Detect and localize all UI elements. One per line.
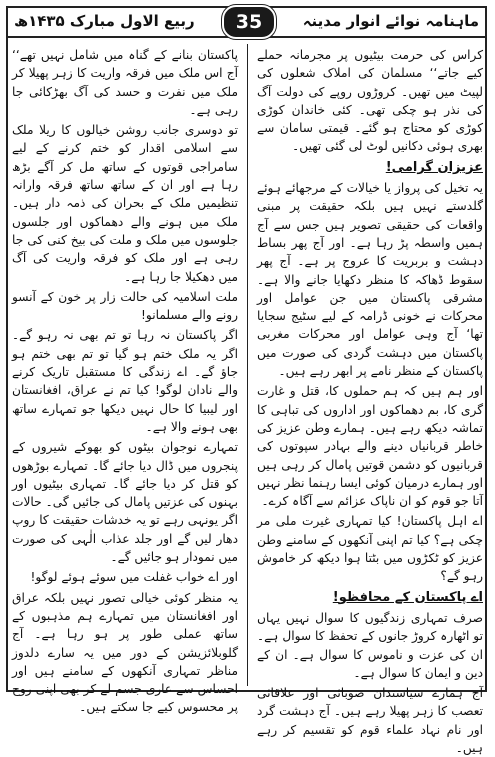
right-column bbox=[257, 46, 483, 755]
paragraph: اور اے خواب غفلت میں سوئے ہوئے لوگو! bbox=[30, 570, 238, 585]
paragraph: یہ تخیل کی پرواز یا خیالات کے مرجھائے ہوئے گلدستے نہیں ہیں بلکہ حقیقت پر مبنی واقعات کی حقیقی تصویر ہیں جس سے آج ہمیں واسطہ پڑ رہا ہے۔ اور آج پھر بساط دہشت و بربریت کا عروج پر ہے۔ آج پھر سقوط ڈھاکہ کا منظر دکھایا جانے والا ہے۔ مشرقی پاکستان میں جن عوامل اور محرکات نے خونی ڈرامہ کے لیے سٹیج سجایا تھا‘ آج وہی عوامل اور محرکات مغربی پاکستان میں دہشت گردی کی صورت میں پاکستان کے منظر نامے پر ابھر رہے ہیں۔ bbox=[257, 181, 483, 379]
paragraph: پاکستان بنانے کے گناہ میں شامل نہیں تھے‘‘ آج اس ملک میں فرقہ واریت کا زہر پھیلا کر ملک میں نفرت و حسد کی آگ بھڑکائی جا رہی ہے۔ bbox=[12, 48, 238, 117]
section-heading: عزیزان گرامی! bbox=[385, 159, 483, 175]
paragraph: ملت اسلامیہ کی حالت زار پر خون کے آنسو رونے والے مسلمانو! bbox=[12, 289, 238, 323]
left-column bbox=[12, 46, 238, 715]
paragraph: اور ہم ہیں کہ ہم حملوں کا، قتل و غارت گری کا، بم دھماکوں اور اداروں کی تباہی کا تماشہ دیکھ رہے ہیں۔ ہمارے وطن عزیز کی خاطر قربانیاں دینے والے بہادر سپوتوں کی قربانیوں کو دشمن قوتیں پامال کر رہی ہیں اور ہمارے درمیان کوئی ایسا رہنما نظر نہیں آتا جو قوم کو ان ناپاک عزائم سے آگاہ کرے۔ bbox=[257, 384, 483, 509]
paragraph: تمہارے نوجوان بیٹوں کو بھوکے شیروں کے پنجروں میں ڈال دیا جائے گا۔ تمہارے بوڑھوں کو قتل کر دیا جائے گا۔ تمہاری بیٹیوں اور بہنوں کی عزتیں پامال کی جائیں گی۔ حالات اگر یونہی رہے تو یہ خدشات حقیقت کا روپ دھار لیں گے اور جلد عذاب الٰہی کی صورت میں نمودار ہو جائیں گے۔ bbox=[12, 440, 238, 565]
paragraph: اے اہل پاکستان! کیا تمہاری غیرت ملی مر چکی ہے؟ کیا تم اپنی آنکھوں کے سامنے وطن عزیز کو ٹکڑوں میں بٹتا ہوا دیکھ کر خاموش رہو گے؟ bbox=[257, 514, 483, 584]
paragraph: اگر پاکستان نہ رہا تو تم بھی نہ رہو گے۔ اگر یہ ملک ختم ہو گیا تو تم بھی ختم ہو جاؤ گے۔ اے زندگی کا مستقبل تاریک کرنے والے نادان لوگو! کیا تم نے عراق، افغانستان اور لیبیا کا حال نہیں دیکھا جو تمہارے ساتھ بھی ہونے والا ہے۔ bbox=[12, 328, 238, 434]
section-heading: اے پاکستان کے محافظو! bbox=[332, 589, 483, 605]
magazine-title: ماہنامہ نوائے انوار مدینہ bbox=[302, 12, 479, 30]
paragraph: یہ منظر کوئی خیالی تصور نہیں بلکہ عراق اور افغانستان میں تمہارے ہم مذہبوں کے ساتھ عملی طور پر ہو رہا ہے۔ آج گلوبلائزیشن کے دور میں یہ سارے دلدوز مناظر تمہاری آنکھوں کے سامنے ہیں اور احساس سے عاری جسم لے کر بھی اپنی روح پر محسوس کیے جا سکتے ہیں۔ bbox=[12, 590, 238, 715]
paragraph: صرف تمہاری زندگیوں کا سوال نہیں یہاں تو اٹھارہ کروڑ جانوں کے تحفظ کا سوال ہے۔ ان کی عزت و ناموس کا سوال ہے۔ ان کے دین و ایمان کا سوال ہے۔ bbox=[257, 610, 483, 680]
issue-date: ربیع الاول مبارک ۱۴۳۵ھ bbox=[14, 12, 195, 30]
paragraph: کراس کی حرمت بیٹیوں پر مجرمانہ حملے کیے جاتے‘‘ مسلمان کی املاک شعلوں کی لپیٹ میں تھیں۔ کروڑوں روپے کی دولت آگ کی نذر ہو چکی تھی۔ کئی خاندان کوڑی کوڑی کو محتاج ہو گئے۔ قیمتی سامان سے بھری ہوئی دکانیں لوٹ لی گئی تھیں۔ bbox=[257, 48, 483, 154]
page-number-badge: 35 bbox=[222, 5, 276, 39]
paragraph: آج ہمارے سیاستدان صوبائی اور علاقائی تعصب کا زہر پھیلا رہے ہیں۔ آج دہشت گرد اور نام نہاد علماء قوم کو تقسیم کر رہے ہیں۔ bbox=[257, 686, 483, 755]
paragraph: تو دوسری جانب روشن خیالوں کا ریلا ملک سے اسلامی اقدار کو ختم کرنے کے لیے سامراجی قوتوں کے ساتھ مل کر آگے بڑھ رہا ہے اور ان کے ساتھ ساتھ فرقہ وارانہ تنظیمیں ملک کے بحران کی ذمہ دار ہیں۔ ملک میں ہونے والے دھماکوں اور جلسوں جلوسوں میں ملک و ملت کی بیخ کنی کی جا رہی ہے اور ملک کو فرقہ واریت کی آگ میں دھکیلا جا رہا ہے۔ bbox=[12, 123, 238, 284]
column-divider bbox=[247, 44, 248, 686]
